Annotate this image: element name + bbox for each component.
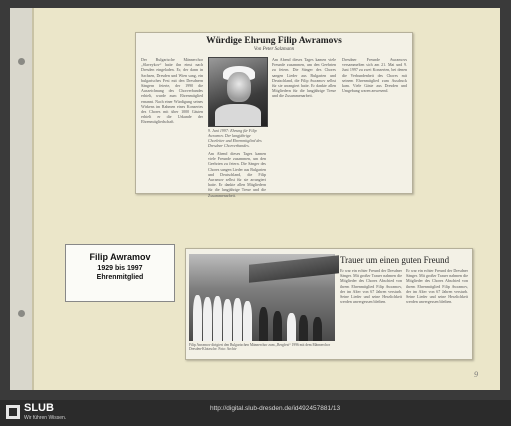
label-years: 1929 bis 1997	[97, 265, 143, 272]
label-name: Filip Awramov	[89, 252, 151, 262]
article-column-3: Am Abend dieses Tages kamen viele Freunde zusammen, um den Geehrten zu feiern. Die Sänger des Chores sangen Lieder aus Bulgarien und Deutschland, die Filip Awramov selbst für sie arrangiert hatte. Er dankte allen Mitgliedern für die langjährige Treue und die Zusammenarbeit.	[272, 57, 336, 99]
article-column-1: Er war ein echter Freund der Dresdner Sänger. Mit großer Trauer nahmen die Mitglieder des Chores Abschied von ihrem Ehrenmitglied Filip Awramov, der im Alter von 67 Jahren verstarb. Seine Lieder und seine Herzlichkeit werden unvergessen bleiben.	[340, 268, 402, 305]
portrait-face	[227, 72, 251, 102]
document-url-link[interactable]: http://digital.slub-dresden.de/id492457881/13	[210, 405, 341, 412]
page-number: 9	[474, 370, 478, 379]
audience-figure	[313, 317, 322, 341]
article-column-4: Dresdner Freunde Awramovs versammelten sich am 21. Mai und 9. Juni 1997 zu zwei Konzerten, bei denen die Verbundenheit des Chores mit seinem Ehrenmitglied zum Ausdruck kam. Viele Gäste aus Dresden und Umgebung waren anwesend.	[342, 57, 407, 94]
photo-caption: Filip Awramov dirigiert den Bulgarischen Männerchor zum „Bergfest“ 1996 mit dem Männerchor Dresden-Klotzsche. Foto: Archiv	[189, 343, 331, 352]
binding-hole	[18, 58, 25, 65]
audience-figure	[273, 311, 282, 341]
newspaper-clipping-trauer	[185, 248, 473, 360]
choir-singer	[213, 296, 222, 341]
name-label-card	[65, 244, 175, 302]
slub-logo-icon	[6, 405, 20, 419]
article-byline: Von Peter Salzmann	[253, 47, 295, 52]
article-column-2: Er war ein echter Freund der Dresdner Sänger. Mit großer Trauer nahmen die Mitglieder des Chores Abschied von ihrem Ehrenmitglied Filip Awramov, der im Alter von 67 Jahren verstarb. Seine Lieder und seine Herzlichkeit werden unvergessen bleiben.	[406, 268, 468, 305]
article-title: Trauer um einen guten Freund	[340, 255, 450, 265]
album-spine	[10, 8, 32, 390]
portrait-shirt	[215, 104, 261, 126]
choir-singer	[203, 297, 212, 341]
photo-roof	[249, 255, 339, 282]
audience-figure	[287, 313, 296, 341]
viewer-footer	[0, 400, 511, 426]
article-column-1: Der Bulgarische Männerchor „Slaveykov“ hatte ihn einst nach Dresden eingeladen. Er, der dann in Sachsen, Dresden und Wien sang, ein bulgarisches Fest mit den Dresdnern Sängern feierte, der 1990 die Auszeichnung des Chorverbandes erhielt, wurde zum Ehrenmitglied ernannt. Nach einer Würdigung seines Wirkens im Rahmen eines Konzertes des Chores mit über 1000 Gästen erhielt er die Urkunde der Ehrenmitgliedschaft.	[141, 57, 203, 125]
label-status: Ehrenmitglied	[96, 274, 144, 281]
choir-photo	[189, 254, 335, 341]
conductor-figure	[259, 307, 268, 341]
newspaper-clipping-ehrung	[135, 32, 413, 198]
binding-hole	[18, 310, 25, 317]
choir-singer	[233, 298, 242, 341]
article-title: Würdige Ehrung Filip Awramovs	[206, 36, 342, 46]
choir-singer	[193, 295, 202, 341]
choir-singer	[223, 299, 232, 341]
portrait-photo	[208, 57, 268, 127]
slub-tagline: Wir führen Wissen.	[24, 415, 67, 421]
slub-logo-text[interactable]: SLUB	[24, 402, 54, 414]
photo-caption: 9. Juni 1997: Ehrung für Filip Awramov. Der langjährige Chorleiter und Ehrenmitglied des Dresdner Chorverbandes.	[208, 128, 262, 148]
spine-divider	[32, 8, 34, 390]
article-column-2: Am Abend dieses Tages kamen viele Freunde zusammen, um den Geehrten zu feiern. Die Sänger des Chores sangen Lieder aus Bulgarien und Deutschland, die Filip Awramov selbst für sie arrangiert hatte. Er dankte allen Mitgliedern für die langjährige Treue und die Zusammenarbeit.	[208, 151, 266, 198]
choir-singer	[243, 301, 252, 341]
audience-figure	[299, 315, 308, 341]
